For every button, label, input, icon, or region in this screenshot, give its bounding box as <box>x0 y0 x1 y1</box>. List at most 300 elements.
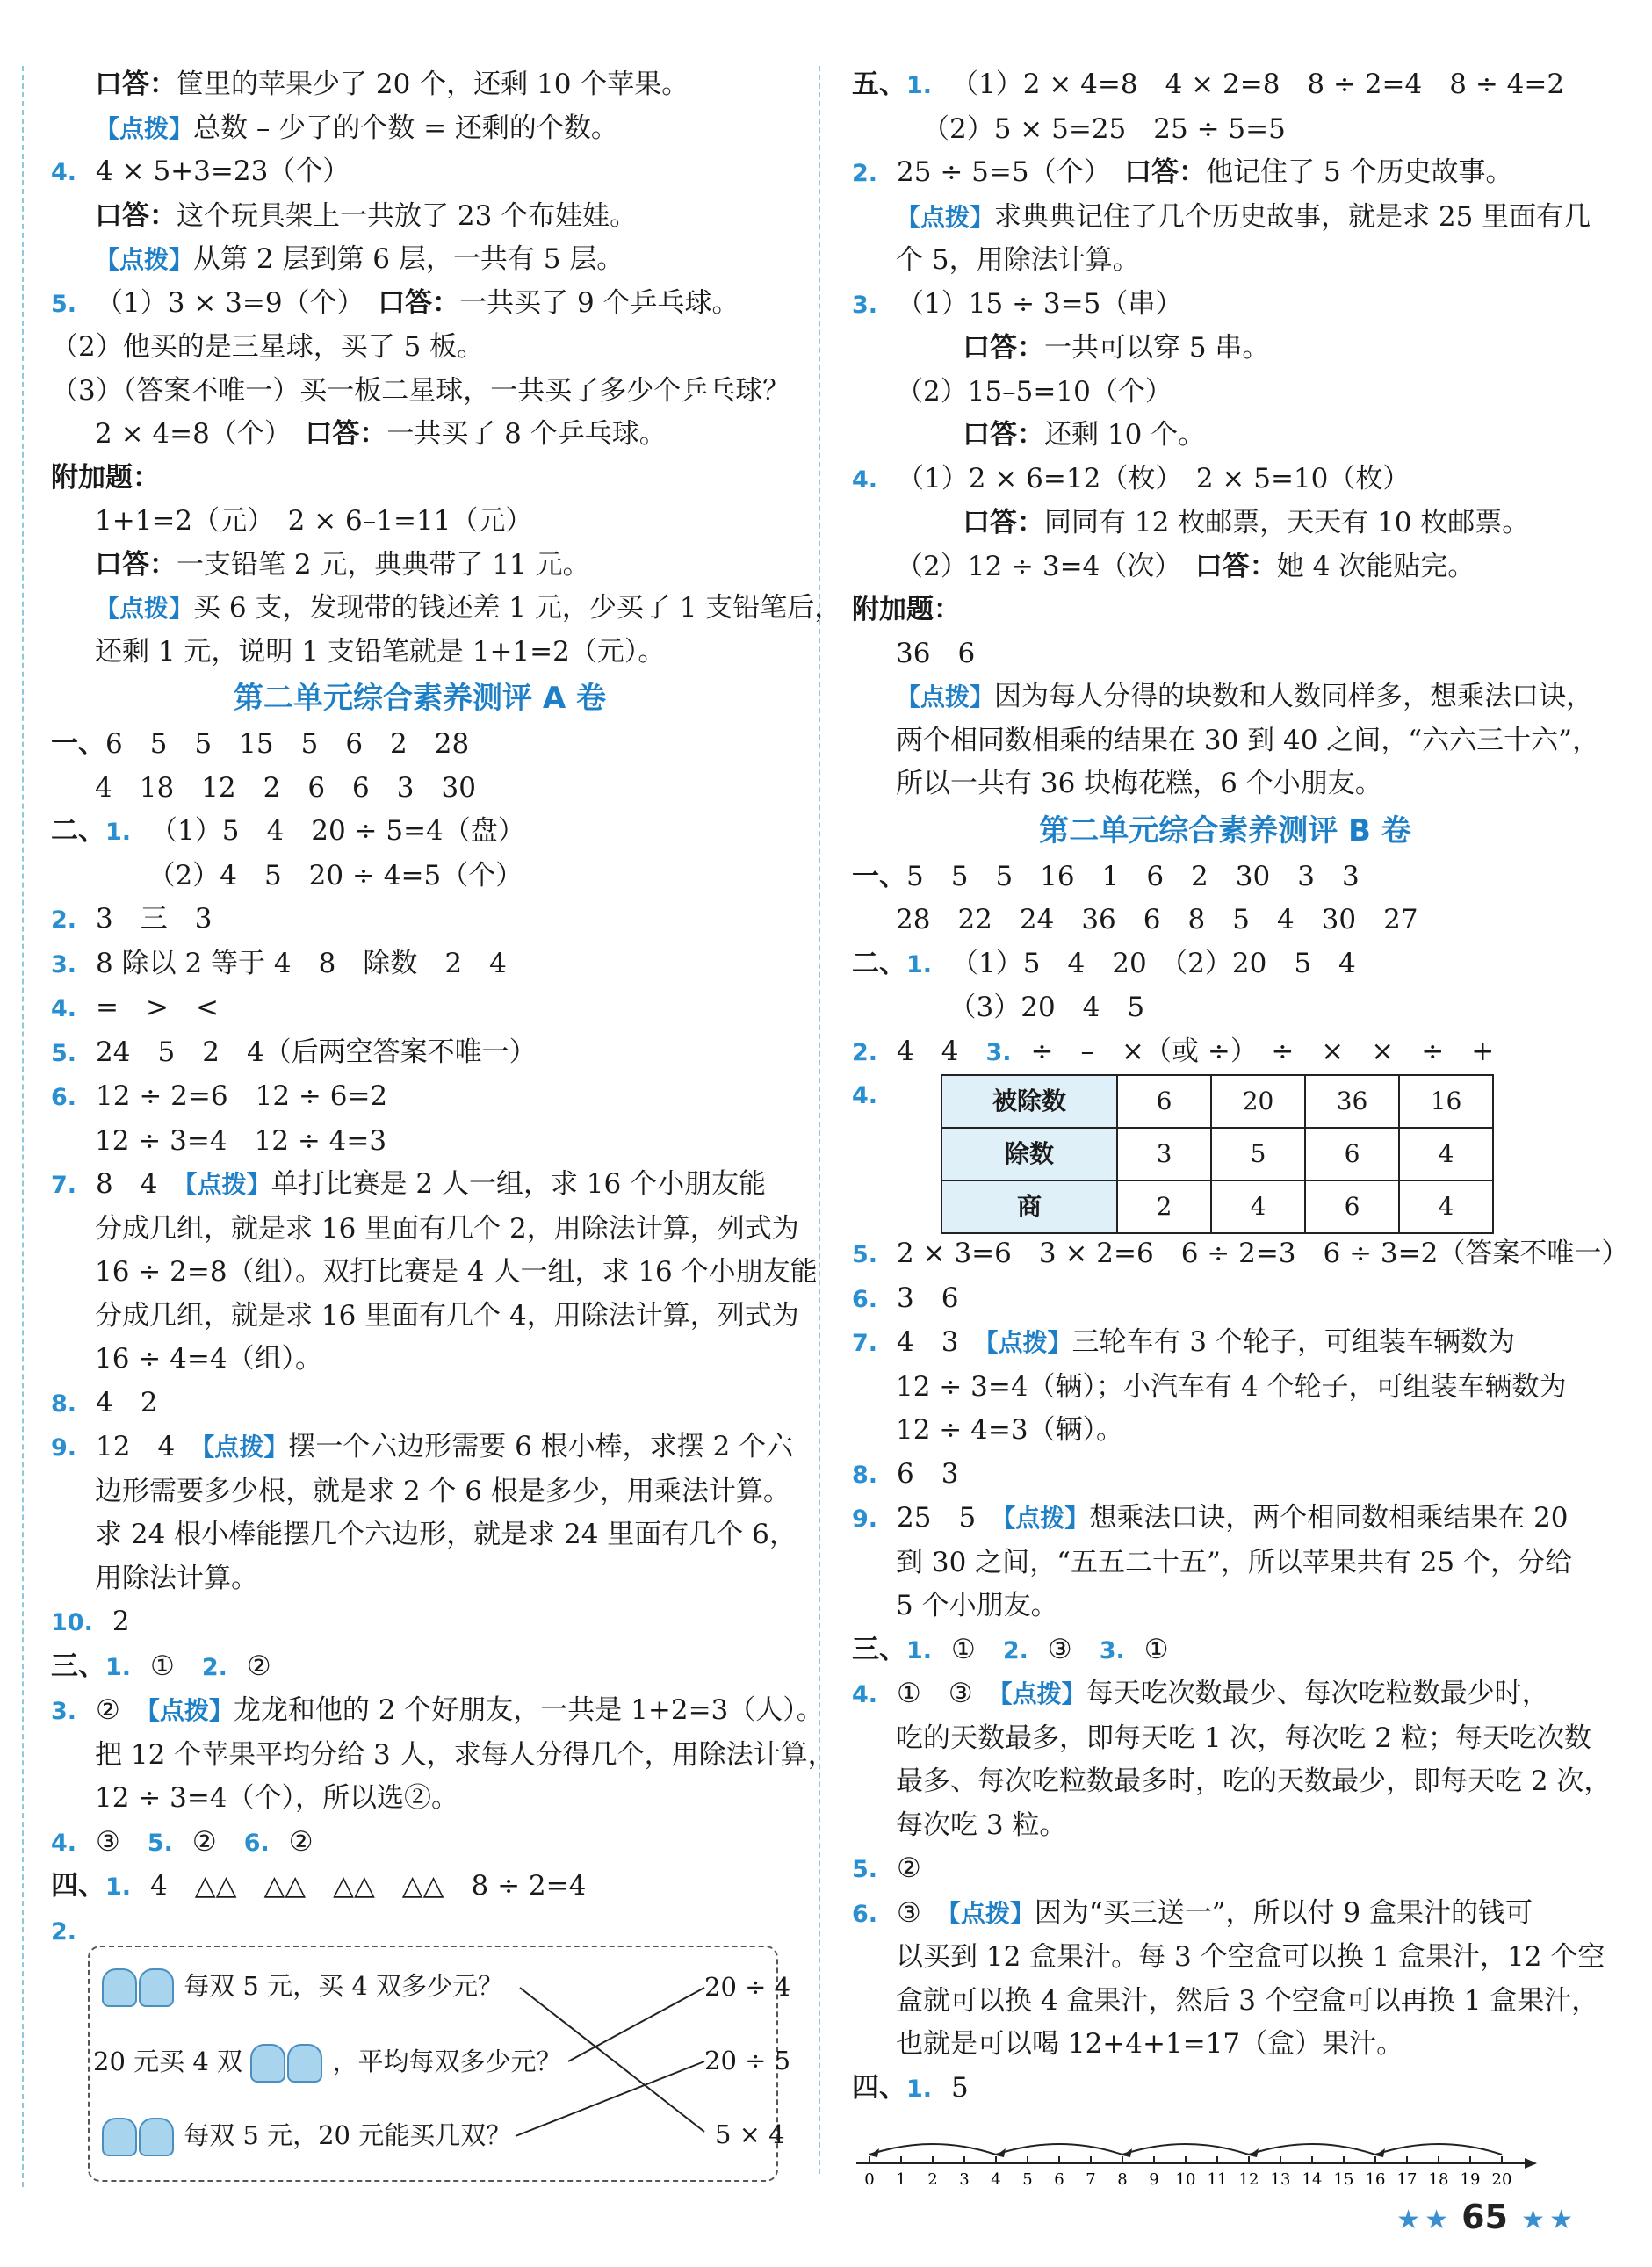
answer-text: 4 2 <box>96 1386 158 1419</box>
tick-label: 11 <box>1207 2170 1228 2185</box>
number-line <box>852 2124 1546 2185</box>
question-number: 8. <box>51 1390 77 1418</box>
question-number: 1. <box>105 1874 132 1901</box>
table-cell: 4 <box>1211 1180 1305 1233</box>
answer-line <box>852 986 1598 1030</box>
star-icon: ★ <box>1396 2205 1421 2235</box>
tick-label: 19 <box>1460 2170 1481 2185</box>
hint-label: 【点拨】 <box>184 1170 271 1199</box>
matching-exercise <box>88 1946 791 2182</box>
answer-line <box>852 371 1598 415</box>
answer-text: 4 3 <box>897 1326 986 1358</box>
answer-text: （3）（答案不唯一）买一板二星球，一共买了多少个乒乓球？ <box>51 374 790 407</box>
answer-line <box>852 1847 1598 1892</box>
answer-text: 口答： <box>95 199 177 232</box>
answer-text: 最多、每次吃粒数最多时，吃的天数最少，即每天吃 2 次， <box>896 1765 1612 1797</box>
answer-line <box>51 1645 789 1690</box>
answer-text: ③ <box>897 1896 949 1929</box>
row-header: 除数 <box>941 1128 1117 1180</box>
answer-line <box>51 767 789 811</box>
question-number: 4. <box>852 1681 878 1708</box>
answer-text: ÷ – ×（或 ÷） ÷ × × ÷ + <box>1030 1035 1495 1067</box>
answer-text: 因为每人分得的块数和人数同样多，想乘法口诀， <box>994 681 1594 712</box>
answer-line <box>852 1892 1598 1937</box>
answer-text: 口答： <box>305 418 387 450</box>
page-number: 65 <box>1461 2198 1508 2236</box>
answer-text: = > < <box>96 992 219 1023</box>
question-number: 6. <box>852 1285 878 1313</box>
answer-line <box>51 898 789 942</box>
answer-line <box>51 1295 799 1339</box>
answer-text: （3）20 4 5 <box>935 992 1145 1023</box>
page-footer <box>1396 2198 1573 2236</box>
answer-text: 2 <box>112 1606 130 1637</box>
answer-line <box>51 238 789 282</box>
question-number: 2. <box>1002 1636 1028 1664</box>
question-number: 4. <box>51 159 77 186</box>
question-number: 4. <box>852 1082 878 1109</box>
question-number: 1. <box>105 819 132 846</box>
answer-text: 买 6 支，发现带的钱还差 1 元，少买了 1 支铅笔后， <box>193 592 842 624</box>
question-number: 5. <box>852 1856 878 1883</box>
answer-text: 从第 2 层到第 6 层，一共有 5 层。 <box>193 243 624 275</box>
answer-line <box>852 1409 1598 1453</box>
jump-arc <box>869 2144 996 2155</box>
table-cell: 16 <box>1399 1075 1493 1128</box>
match-left-1: 每双 5 元，买 4 双多少元？ <box>102 1967 503 2007</box>
answer-text: 一、 <box>852 860 906 892</box>
match-left-2: 20 元买 4 双 ，平均每双多少元？ <box>93 2042 561 2083</box>
mitten-icon <box>287 2044 322 2083</box>
tick-label: 18 <box>1428 2170 1449 2185</box>
answer-line <box>51 195 789 239</box>
answer-text: 还剩 1 元，说明 1 支铅笔就是 1+1=2（元）。 <box>95 635 666 668</box>
answer-line <box>852 1232 1629 1277</box>
answer-text: （1）3 × 3=9（个） <box>96 286 379 319</box>
match-right-2: 20 ÷ 5 <box>704 2046 791 2076</box>
answer-text: 口答： <box>935 332 1044 364</box>
question-number: 9. <box>51 1434 77 1462</box>
left-margin-line <box>22 66 24 2187</box>
answer-text: 口答： <box>1124 156 1207 188</box>
tick-label: 14 <box>1302 2170 1323 2185</box>
question-number: 6. <box>852 1900 878 1928</box>
answer-text: 28 22 24 36 6 8 5 4 30 27 <box>896 904 1418 935</box>
answer-line <box>852 2067 1598 2112</box>
answer-text: 三轮车有 3 个轮子，可组装车辆数为 <box>1071 1326 1515 1358</box>
answer-line <box>51 1865 789 1910</box>
answer-line <box>852 632 1598 676</box>
answer-text: 12 ÷ 4=3（辆）。 <box>896 1414 1124 1446</box>
answer-text: 5 5 5 16 1 6 2 30 3 3 <box>906 860 1360 892</box>
question-number: 3. <box>51 950 77 978</box>
answer-text: 摆一个六边形需要 6 根小棒，求摆 2 个六 <box>288 1431 794 1462</box>
question-number: 10. <box>51 1609 93 1636</box>
answer-text: ③ <box>96 1825 148 1858</box>
mitten-icon <box>139 2118 174 2156</box>
table-cell: 6 <box>1305 1180 1399 1233</box>
table-row <box>941 1180 1493 1233</box>
tick-label: 9 <box>1149 2170 1159 2185</box>
answer-line <box>852 1760 1612 1804</box>
question-number: 5. <box>852 1241 878 1268</box>
answer-text: 口答： <box>95 548 177 581</box>
jump-arc <box>996 2144 1122 2155</box>
answer-line <box>51 544 789 588</box>
table-cell: 6 <box>1117 1075 1211 1128</box>
question-number: 1. <box>906 1636 933 1664</box>
answer-text: 24 5 2 4（后两空答案不唯一） <box>96 1036 537 1068</box>
question-number: 5. <box>51 290 77 318</box>
answer-text: 这个玩具架上一共放了 23 个布娃娃。 <box>177 199 638 232</box>
section-title <box>51 674 789 723</box>
question-number: 5. <box>147 1829 173 1857</box>
match-right-1: 20 ÷ 4 <box>704 1972 791 2002</box>
answer-line <box>51 1557 789 1601</box>
tick-label: 1 <box>896 2170 906 2185</box>
table-cell: 5 <box>1211 1128 1305 1180</box>
question-number: 4. <box>51 1829 77 1857</box>
answer-text: 分成几组，就是求 16 里面有几个 2，用除法计算，列式为 <box>95 1212 799 1245</box>
column-divider <box>819 66 820 2174</box>
answer-text: 5 <box>951 2071 969 2104</box>
tick-label: 20 <box>1491 2170 1512 2185</box>
answer-text: 12 4 <box>96 1431 203 1462</box>
mitten-icon <box>102 1968 137 2007</box>
answer-text: 4 4 <box>897 1035 986 1067</box>
hint-label: 【点拨】 <box>202 1433 289 1462</box>
tick-label: 4 <box>991 2170 1001 2185</box>
tick-label: 16 <box>1365 2170 1386 2185</box>
star-icon: ★ <box>1549 2205 1573 2235</box>
answer-text: （2）他买的是三星球，买了 5 板。 <box>51 331 485 363</box>
tick-label: 17 <box>1396 2170 1418 2185</box>
answer-text: 6 5 5 15 5 6 2 28 <box>105 728 470 760</box>
answer-line <box>51 63 789 107</box>
answer-text: 36 6 <box>896 637 976 669</box>
answer-line <box>51 1075 789 1120</box>
answer-text: ① ③ <box>897 1678 1000 1709</box>
question-number: 6. <box>243 1829 270 1857</box>
tick-label: 0 <box>864 2170 875 2185</box>
star-icon: ★ <box>1521 2205 1545 2235</box>
answer-text: 一共买了 8 个乒乓球。 <box>386 418 667 450</box>
answer-line <box>51 1734 835 1778</box>
answer-line <box>852 719 1598 763</box>
answer-text: ① <box>951 1633 1003 1665</box>
answer-text: （1）15 ÷ 3=5（串） <box>897 287 1183 320</box>
answer-text: 她 4 次能贴完。 <box>1276 550 1475 582</box>
match-right-3: 5 × 4 <box>715 2119 785 2149</box>
question-number: 7. <box>852 1330 878 1357</box>
answer-text: 所以一共有 36 块梅花糕，6 个小朋友。 <box>896 768 1382 799</box>
answer-text: 四、 <box>51 1870 105 1902</box>
question-number: 9. <box>852 1505 878 1533</box>
answer-text: 2 × 3=6 3 × 2=6 6 ÷ 2=3 6 ÷ 3=2（答案不唯一） <box>897 1238 1629 1269</box>
hint-label: 【点拨】 <box>896 682 995 711</box>
answer-text: 求典典记住了几个历史故事，就是求 25 里面有几 <box>994 200 1591 233</box>
answer-text: 分成几组，就是求 16 里面有几个 4，用除法计算，列式为 <box>95 1299 799 1332</box>
tick-label: 10 <box>1175 2170 1196 2185</box>
answer-line <box>852 1980 1598 2024</box>
question-number: 1. <box>906 950 933 978</box>
answer-line <box>51 1689 824 1734</box>
hint-label: 【点拨】 <box>95 113 194 143</box>
answer-line <box>852 1672 1598 1717</box>
tick-label: 13 <box>1270 2170 1291 2185</box>
answer-text: ② <box>96 1694 148 1726</box>
question-number: 1. <box>906 72 933 99</box>
answer-text: 三、 <box>852 1633 906 1665</box>
answer-line <box>852 942 1598 987</box>
answer-line <box>51 942 789 987</box>
answer-text: 把 12 个苹果平均分给 3 人，求每人分得几个，用除法计算， <box>95 1738 835 1771</box>
answer-line <box>51 457 789 501</box>
answer-line <box>852 1453 1598 1498</box>
answer-text: 二、 <box>51 815 105 847</box>
answer-text: 12 ÷ 3=4（辆）；小汽车有 4 个轮子，可组装车辆数为 <box>896 1370 1567 1403</box>
answer-text: 口答： <box>95 69 177 100</box>
answer-line <box>852 327 1598 371</box>
row-header: 被除数 <box>941 1075 1117 1128</box>
table-cell: 36 <box>1305 1075 1399 1128</box>
answer-line <box>51 150 789 195</box>
hint-label: 【点拨】 <box>147 1696 234 1725</box>
answer-line <box>51 500 789 544</box>
answer-text: （1）5 4 20 ÷ 5=4（盘） <box>150 815 525 847</box>
question-number: 2. <box>852 1038 878 1066</box>
hint-label: 【点拨】 <box>896 202 995 232</box>
tick-label: 8 <box>1117 2170 1128 2185</box>
jump-arc <box>1375 2144 1502 2155</box>
answer-line <box>51 1031 789 1076</box>
answer-text: ② <box>246 1650 271 1682</box>
answer-text: 口答： <box>1194 550 1277 582</box>
table-cell: 20 <box>1211 1075 1305 1128</box>
answer-text: ③ <box>1047 1633 1100 1665</box>
question-number: 1. <box>105 1653 132 1681</box>
table-cell: 2 <box>1117 1180 1211 1233</box>
answer-line <box>852 1541 1598 1585</box>
answer-line <box>852 1277 1598 1322</box>
question-number: 5. <box>51 1039 77 1067</box>
question-number: 7. <box>51 1172 77 1199</box>
answer-text: 以买到 12 盒果汁。每 3 个空盒可以换 1 盒果汁，12 个空 <box>896 1941 1605 1973</box>
answer-text: 因为“买三送一”，所以付 9 盒果汁的钱可 <box>1034 1896 1533 1929</box>
answer-text: 4 × 5+3=23（个） <box>96 155 350 187</box>
answer-line <box>852 196 1598 240</box>
answer-text: 3 三 3 <box>96 903 213 935</box>
match-line <box>568 1988 704 2061</box>
answer-text: 个 5，用除法计算。 <box>896 244 1140 276</box>
answer-line <box>51 1426 794 1470</box>
mitten-icon <box>102 2118 137 2156</box>
answer-line <box>852 458 1598 502</box>
answer-text: 也就是可以喝 12+4+1=17（盒）果汁。 <box>896 2028 1404 2060</box>
match-left-3: 每双 5 元，20 元能买几双？ <box>102 2116 511 2156</box>
answer-text: 每次吃 3 粒。 <box>896 1809 1067 1841</box>
jump-arc <box>1122 2144 1249 2155</box>
answer-text: 总数 – 少了的个数 = 还剩的个数。 <box>193 112 618 144</box>
answer-text: 还剩 10 个。 <box>1044 419 1206 451</box>
answer-text: ② <box>897 1852 921 1884</box>
answer-line <box>51 986 789 1031</box>
answer-line <box>51 326 789 370</box>
question-number: 2. <box>201 1653 227 1681</box>
answer-text: 附加题： <box>852 594 961 625</box>
answer-text: 用除法计算。 <box>95 1562 258 1594</box>
tick-label: 6 <box>1054 2170 1064 2185</box>
answer-text: 二、 <box>852 947 906 979</box>
answer-line <box>852 63 1598 108</box>
jump-arc <box>1249 2144 1375 2155</box>
question-number: 2. <box>852 160 878 187</box>
answer-text: 他记住了 5 个历史故事。 <box>1206 156 1513 188</box>
answer-text: 一共可以穿 5 串。 <box>1044 332 1270 364</box>
answer-line <box>852 856 1598 899</box>
answer-line <box>51 370 789 414</box>
question-number: 3. <box>985 1038 1012 1066</box>
answer-text: 口答： <box>935 419 1044 451</box>
answer-text: 一、 <box>51 728 105 760</box>
answer-text: （1）5 4 20 （2）20 5 4 <box>951 947 1356 979</box>
arrow-icon <box>1525 2158 1537 2169</box>
table-row <box>941 1075 1493 1128</box>
answer-text: 三、 <box>51 1650 105 1682</box>
answer-text: （1）2 × 6=12（枚） 2 × 5=10（枚） <box>897 462 1410 495</box>
answer-line <box>51 1777 789 1821</box>
hint-label: 【点拨】 <box>95 245 194 274</box>
answer-line <box>51 107 789 151</box>
answer-text: 2 × 4=8（个） <box>95 418 306 450</box>
answer-line <box>51 413 789 457</box>
answer-text: 想乘法口诀，两个相同数相乘结果在 20 <box>1089 1502 1569 1534</box>
answer-line <box>852 151 1598 196</box>
row-header: 商 <box>941 1180 1117 1233</box>
tick-label: 15 <box>1333 2170 1354 2185</box>
question-number: 4. <box>51 995 77 1022</box>
answer-text: 求 24 根小棒能摆几个六边形，就是求 24 里面有几个 6， <box>95 1519 797 1550</box>
answer-line <box>852 545 1598 589</box>
answer-line <box>852 2023 1598 2067</box>
answer-text: 龙龙和他的 2 个好朋友，一共是 1+2=3（人）。 <box>233 1694 824 1726</box>
table-cell: 4 <box>1399 1128 1493 1180</box>
answer-text: 25 5 <box>897 1502 1004 1534</box>
arc-arrow-icon <box>1249 2148 1259 2157</box>
answer-line <box>852 1628 1598 1673</box>
answer-text: 3 6 <box>897 1282 959 1314</box>
answer-line <box>51 1338 789 1382</box>
answer-line <box>852 283 1598 328</box>
answer-text: 到 30 之间，“五五二十五”，所以苹果共有 25 个，分给 <box>896 1546 1573 1578</box>
answer-line <box>852 675 1598 719</box>
answer-text: 两个相同数相乘的结果在 30 到 40 之间，“六六三十六”， <box>896 724 1600 756</box>
answer-line <box>51 282 789 327</box>
answer-line <box>51 1513 797 1557</box>
answer-line <box>852 899 1598 942</box>
answer-text: 8 4 <box>96 1168 185 1200</box>
arc-arrow-icon <box>996 2148 1006 2157</box>
answer-text: 1+1=2（元） 2 × 6–1=11（元） <box>95 505 533 537</box>
question-number: 3. <box>51 1698 77 1725</box>
tick-label: 12 <box>1238 2170 1259 2185</box>
question-number: 8. <box>852 1461 878 1489</box>
left-column <box>51 63 842 1953</box>
hint-label: 【点拨】 <box>95 594 194 623</box>
answer-text: 8 除以 2 等于 4 8 除数 2 4 <box>96 947 507 979</box>
table-cell: 3 <box>1117 1128 1211 1180</box>
answer-text: 筐里的苹果少了 20 个，还剩 10 个苹果。 <box>177 69 689 100</box>
answer-line <box>51 810 789 855</box>
question-number: 2. <box>51 906 77 934</box>
hint-label: 【点拨】 <box>1003 1504 1090 1533</box>
answer-text: 12 ÷ 2=6 12 ÷ 6=2 <box>96 1080 388 1112</box>
answer-text: 单打比赛是 2 人一组，求 16 个小朋友能 <box>271 1168 767 1200</box>
answer-line <box>852 1804 1598 1848</box>
answer-text: 盒就可以换 4 盒果汁，然后 3 个空盒可以再换 1 盒果汁， <box>896 1984 1599 2017</box>
answer-text: （2）4 5 20 ÷ 4=5（个） <box>134 859 523 892</box>
answer-line <box>852 1321 1598 1366</box>
answer-text: 12 ÷ 3=4（个），所以选②。 <box>95 1782 459 1814</box>
answer-line <box>852 414 1598 458</box>
right-column <box>852 63 1629 2111</box>
answer-line <box>51 1120 789 1164</box>
answer-line <box>852 1936 1605 1980</box>
answer-text: 6 3 <box>897 1457 959 1490</box>
answer-text: 4 △△ △△ △△ △△ 8 ÷ 2=4 <box>150 1870 587 1902</box>
answer-line <box>51 1163 789 1208</box>
answer-text: 边形需要多少根，就是求 2 个 6 根是多少，用乘法计算。 <box>95 1475 790 1507</box>
answer-line <box>852 1717 1598 1761</box>
answer-line <box>51 587 842 631</box>
question-number: 3. <box>852 291 878 319</box>
section-title <box>852 806 1598 856</box>
answer-text: 五、 <box>852 69 906 100</box>
answer-text: （2）5 × 5=25 25 ÷ 5=5 <box>922 112 1286 145</box>
answer-line <box>852 1074 1598 1232</box>
answer-text: 4 18 12 2 6 6 3 30 <box>95 771 476 804</box>
tick-label: 5 <box>1022 2170 1033 2185</box>
answer-text: （2）15–5=10（个） <box>896 375 1172 408</box>
hint-label: 【点拨】 <box>999 1679 1086 1708</box>
answer-text: ② <box>191 1825 244 1858</box>
answer-line <box>852 1497 1598 1541</box>
answer-text: （1）2 × 4=8 4 × 2=8 8 ÷ 2=4 8 ÷ 4=2 <box>951 69 1565 100</box>
answer-line <box>852 1585 1598 1628</box>
question-number: 3. <box>1099 1636 1125 1664</box>
arc-arrow-icon <box>1122 2148 1132 2157</box>
answer-line <box>51 855 789 899</box>
answer-line <box>852 588 1598 632</box>
question-number: 1. <box>906 2075 933 2103</box>
star-icon: ★ <box>1425 2205 1449 2235</box>
answer-line <box>51 1600 789 1645</box>
answer-line <box>852 108 1598 152</box>
answer-text: ① <box>1143 1633 1169 1665</box>
answer-text: 一支铅笔 2 元，典典带了 11 元。 <box>177 548 590 581</box>
answer-line <box>852 762 1598 806</box>
question-number: 4. <box>852 466 878 494</box>
answer-line <box>852 1030 1598 1075</box>
question-number: 2. <box>51 1917 77 1946</box>
division-table <box>941 1074 1494 1234</box>
answer-text: 吃的天数最多，即每天吃 1 次，每次吃 2 粒；每天吃次数 <box>896 1722 1591 1754</box>
arc-arrow-icon <box>1375 2148 1385 2157</box>
answer-line <box>51 723 789 767</box>
answer-line <box>51 1251 818 1295</box>
answer-line <box>51 1821 789 1866</box>
mitten-icon <box>250 2044 285 2083</box>
